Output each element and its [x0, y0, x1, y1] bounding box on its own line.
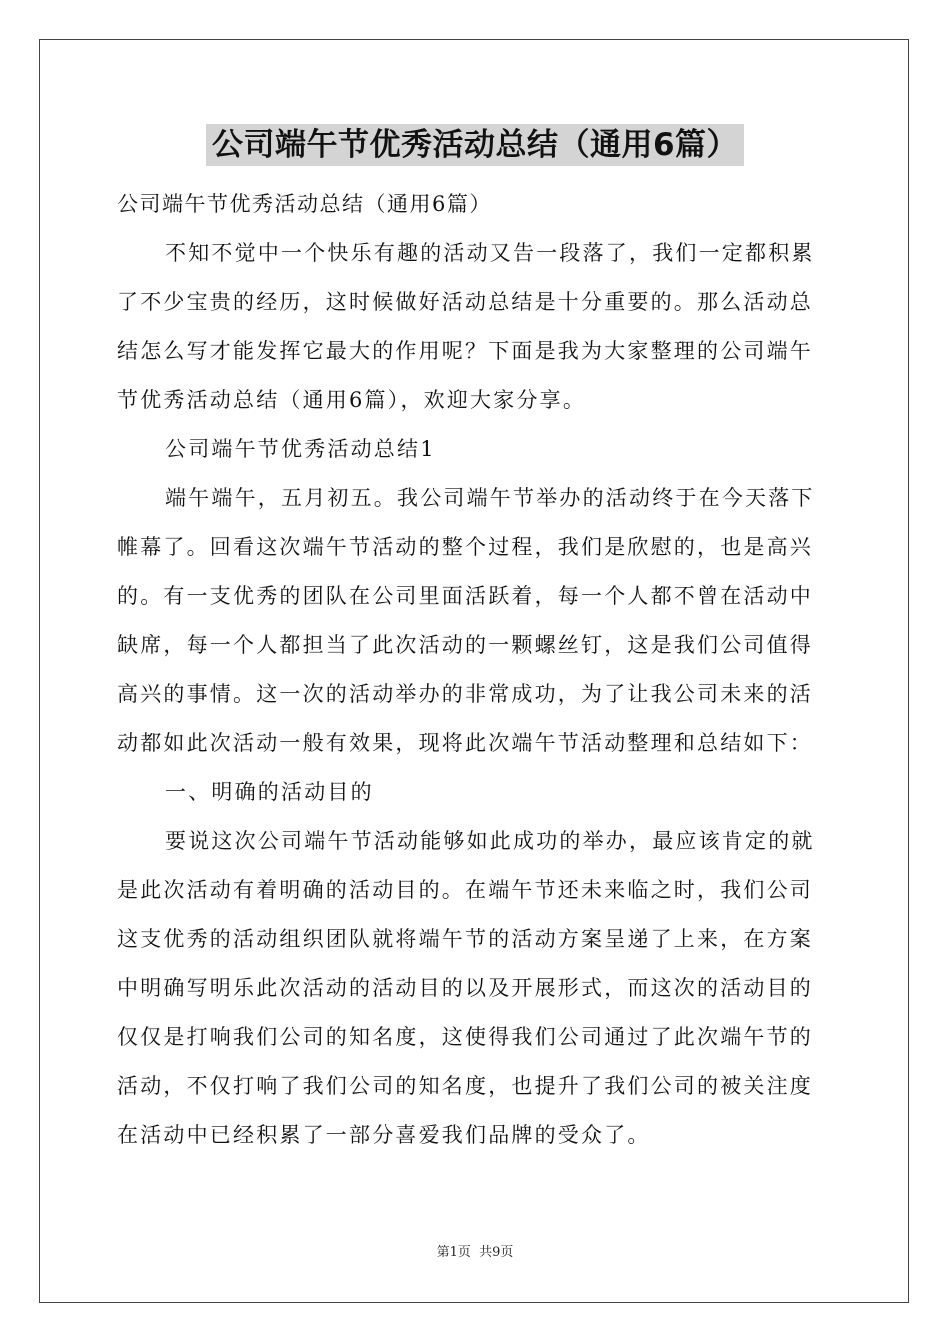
- paragraph-line: 仅仅是打响我们公司的知名度，这使得我们公司通过了此次端午节的: [117, 1025, 813, 1049]
- paragraph-line: 在活动中已经积累了一部分喜爱我们品牌的受众了。: [117, 1123, 651, 1147]
- document-subtitle: 公司端午节优秀活动总结（通用6篇）: [117, 192, 492, 216]
- title-container: [0, 124, 950, 166]
- paragraph-line: 高兴的事情。这一次的活动举办的非常成功，为了让我公司未来的活: [117, 682, 813, 706]
- paragraph-line: 这支优秀的活动组织团队就将端午节的活动方案呈递了上来，在方案: [117, 927, 813, 951]
- paragraph-line: 活动，不仅打响了我们公司的知名度，也提升了我们公司的被关注度: [117, 1074, 813, 1098]
- section-heading: 一、明确的活动目的: [165, 780, 374, 804]
- paragraph-line: 缺席，每一个人都担当了此次活动的一颗螺丝钉，这是我们公司值得: [117, 633, 813, 657]
- page-total: 共9页: [479, 1245, 514, 1260]
- paragraph-line: 不知不觉中一个快乐有趣的活动又告一段落了，我们一定都积累: [165, 241, 815, 265]
- page-footer: [0, 1241, 950, 1260]
- paragraph-line: 中明确写明乐此次活动的活动目的以及开展形式，而这次的活动目的: [117, 976, 813, 1000]
- paragraph-line: 要说这次公司端午节活动能够如此成功的举办，最应该肯定的就: [165, 829, 815, 853]
- paragraph-line: 动都如此次活动一般有效果，现将此次端午节活动整理和总结如下：: [117, 731, 813, 755]
- paragraph-line: 节优秀活动总结（通用6篇），欢迎大家分享。: [117, 388, 587, 412]
- document-title: 公司端午节优秀活动总结（通用6篇）: [206, 124, 744, 166]
- paragraph-line: 的。有一支优秀的团队在公司里面活跃着，每一个人都不曾在活动中: [117, 584, 813, 608]
- page-number: 第1页: [436, 1245, 471, 1260]
- paragraph-line: 帷幕了。回看这次端午节活动的整个过程，我们是欣慰的，也是高兴: [117, 535, 813, 559]
- document-body: [117, 180, 833, 1160]
- paragraph-line: 是此次活动有着明确的活动目的。在端午节还未来临之时，我们公司: [117, 878, 813, 902]
- section-heading: 公司端午节优秀活动总结1: [165, 437, 436, 461]
- paragraph-line: 结怎么写才能发挥它最大的作用呢？下面是我为大家整理的公司端午: [117, 339, 813, 363]
- paragraph-line: 端午端午，五月初五。我公司端午节举办的活动终于在今天落下: [165, 486, 815, 510]
- paragraph-line: 了不少宝贵的经历，这时候做好活动总结是十分重要的。那么活动总: [117, 290, 813, 314]
